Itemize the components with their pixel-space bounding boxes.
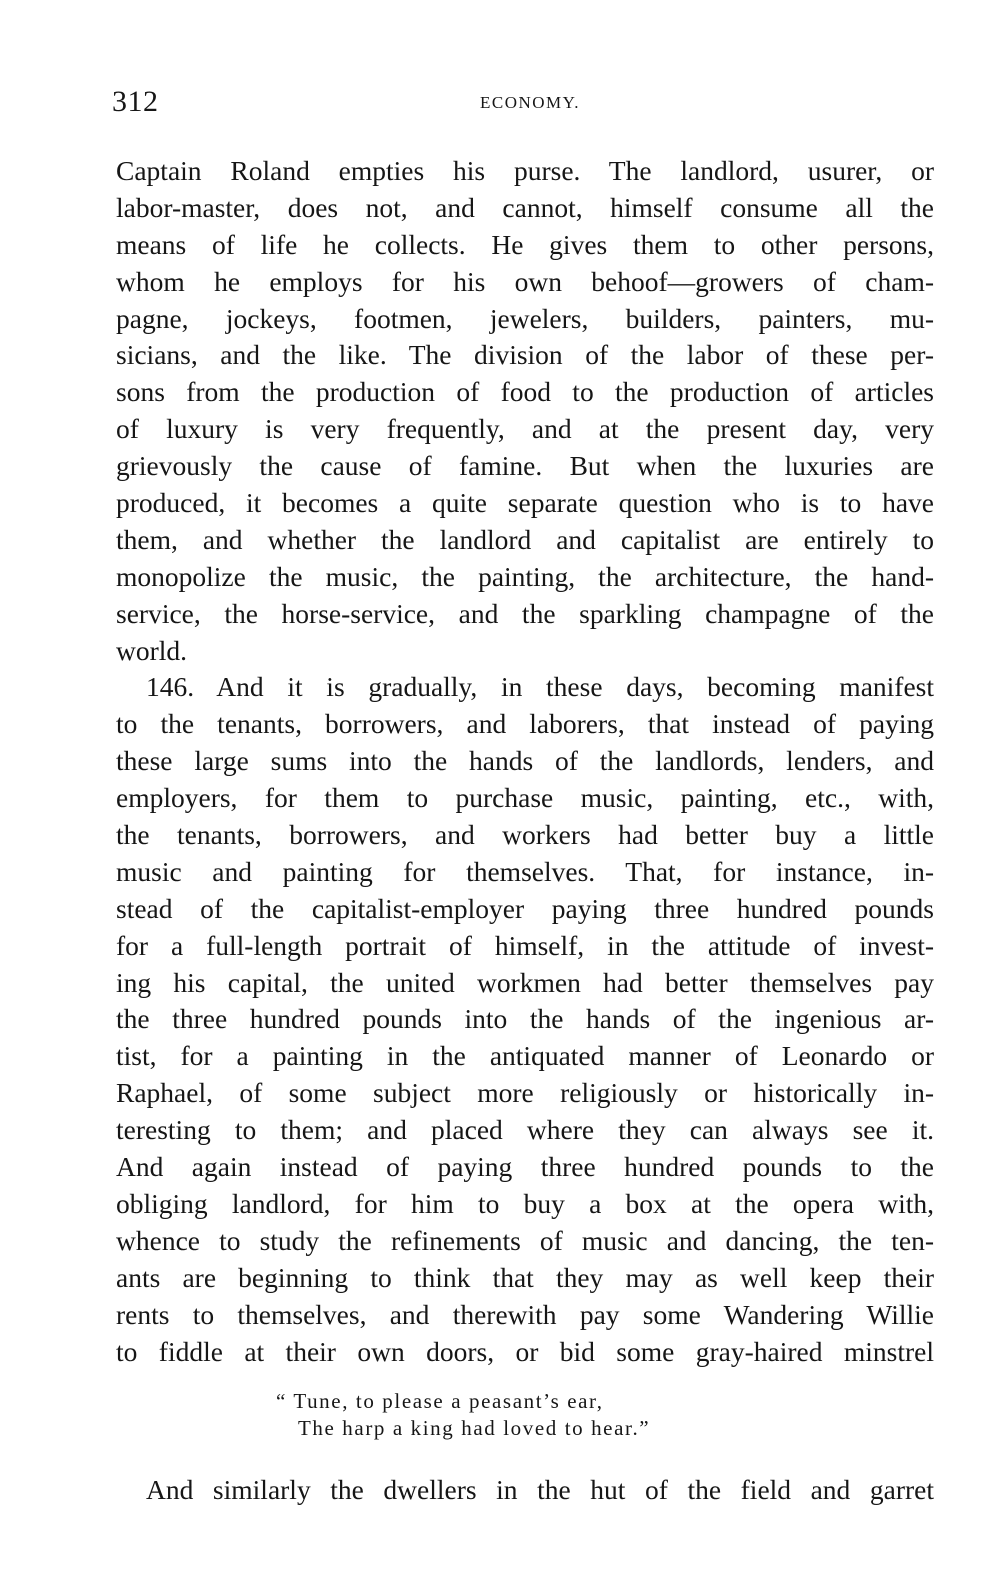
running-head: ECONOMY. <box>479 93 580 112</box>
page-number: 312 <box>112 85 159 118</box>
text-line: produced, it becomes a quite separate question who is to have <box>116 487 934 519</box>
page-header <box>112 84 938 120</box>
text-line: these large sums into the hands of the landlords, lenders, and <box>116 745 934 777</box>
text-line: obliging landlord, for him to buy a box at the opera with, <box>116 1187 934 1219</box>
text-line: whence to study the refinements of music and dancing, the ten- <box>116 1224 934 1256</box>
text-line: pagne, jockeys, footmen, jewelers, builders, painters, mu- <box>116 302 934 334</box>
text-line: grievously the cause of famine. But when the luxuries are <box>116 450 934 482</box>
verse-line: “ Tune, to please a peasant’s ear, <box>276 1389 604 1413</box>
text-line: service, the horse-service, and the sparkling champagne of the <box>116 597 934 629</box>
verse-quotation <box>0 1388 1000 1442</box>
text-line: tist, for a painting in the antiquated manner of Leonardo or <box>116 1040 934 1072</box>
text-line: ants are beginning to think that they may as well keep their <box>116 1261 934 1293</box>
text-line: means of life he collects. He gives them to other persons, <box>116 228 934 260</box>
text-line: stead of the capitalist-employer paying three hundred pounds <box>116 892 934 924</box>
text-line: And again instead of paying three hundred pounds to the <box>116 1151 934 1183</box>
text-line: to fiddle at their own doors, or bid some gray-haired minstrel <box>116 1335 934 1367</box>
paragraph-146-start: 146. And it is gradually, in these days, becoming manifest <box>146 671 934 703</box>
verse-line: The harp a king had loved to hear.” <box>298 1416 651 1440</box>
text-line: of luxury is very frequently, and at the present day, very <box>116 413 934 445</box>
text-line: music and painting for themselves. That, for instance, in- <box>116 855 934 887</box>
text-line: employers, for them to purchase music, painting, etc., with, <box>116 782 934 814</box>
text-line: sicians, and the like. The division of the labor of these per- <box>116 339 934 371</box>
text-line: Raphael, of some subject more religiously or historically in- <box>116 1077 934 1109</box>
text-line: rents to themselves, and therewith pay some Wandering Willie <box>116 1298 934 1330</box>
text-line: teresting to them; and placed where they can always see it. <box>116 1114 934 1146</box>
text-line: world. <box>116 634 188 666</box>
text-line: Captain Roland empties his purse. The landlord, usurer, or <box>116 155 934 186</box>
text-line: them, and whether the landlord and capitalist are entirely to <box>116 523 934 555</box>
text-line: for a full-length portrait of himself, in the attitude of invest- <box>116 929 934 961</box>
text-line: And similarly the dwellers in the hut of the field and garret <box>146 1474 934 1505</box>
text-line: the three hundred pounds into the hands of the ingenious ar- <box>116 1003 934 1035</box>
text-line: monopolize the music, the painting, the architecture, the hand- <box>116 560 934 592</box>
text-line: to the tenants, borrowers, and laborers, that instead of paying <box>116 708 934 740</box>
text-line: ing his capital, the united workmen had better themselves pay <box>116 966 934 998</box>
closing-paragraph <box>146 1472 934 1509</box>
body-text <box>116 153 934 1370</box>
text-line: sons from the production of food to the production of articles <box>116 376 934 408</box>
text-line: whom he employs for his own behoof—growers of cham- <box>116 265 934 297</box>
text-line: the tenants, borrowers, and workers had better buy a little <box>116 819 934 851</box>
text-line: labor-master, does not, and cannot, himself consume all the <box>116 191 934 223</box>
